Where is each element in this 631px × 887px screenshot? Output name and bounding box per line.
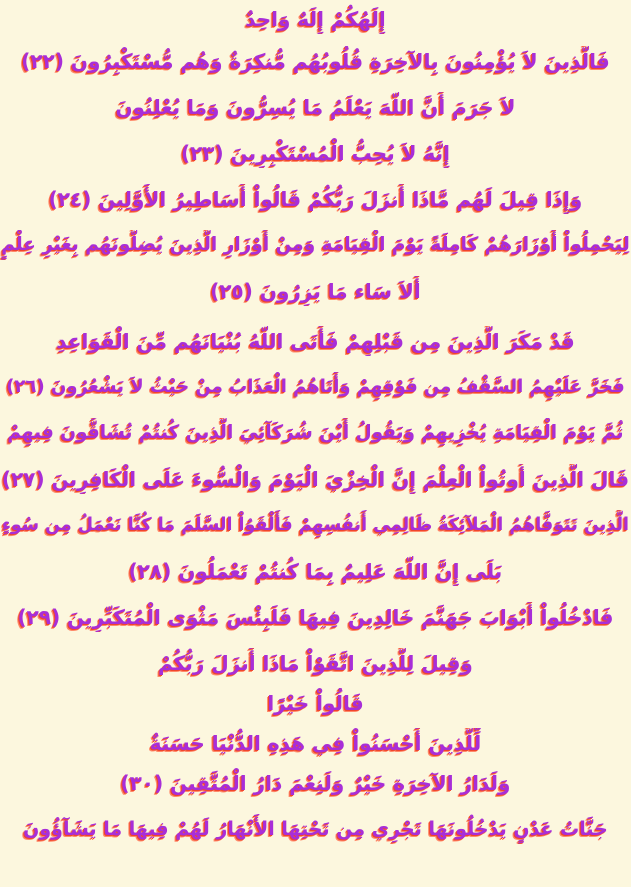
verse-line-18: وَلَدَارُ الآخِرَةِ خَيْرٌ وَلَنِعْمَ دَارُ الْمُتَّقِينَ (٣٠) [120,771,511,795]
verse-line-8: قَدْ مَكَرَ الَّذِينَ مِن قَبْلِهِمْ فَأَتَى اللّهُ بُنْيَانَهُم مِّنَ الْقَوَاعِدِ [56,329,575,353]
verse-line-2: فَالَّذِينَ لاَ يُؤْمِنُونَ بِالآخِرَةِ قُلُوبُهُم مُّنكِرَةٌ وَهُم مُّسْتَكْبِرُونَ (٢٢) [21,49,610,73]
verse-line-10: ثُمَّ يَوْمَ الْقِيَامَةِ يُخْزِيهِمْ وَيَقُولُ أَيْنَ شُرَكَآئِيَ الَّذِينَ كُنتُمْ تُشَاقُّونَ فِيهِمْ [7,422,624,443]
verse-line-11: قَالَ الَّذِينَ أُوتُواْ الْعِلْمَ إِنَّ الْخِزْيَ الْيَوْمَ وَالْسُّوءَ عَلَى الْكَافِرِينَ (٢٧) [1,467,630,491]
verse-line-1: إِلَهُكُمْ إِلَهٌ وَاحِدٌ [245,7,386,31]
verse-line-13: بَلَى إِنَّ اللّهَ عَلِيمٌ بِمَا كُنتُمْ تَعْمَلُونَ (٢٨) [128,559,503,583]
verse-line-12: الَّذِينَ تَتَوَفَّاهُمُ الْمَلآئِكَةُ ظَالِمِي أَنفُسِهِمْ فَأَلْقَوُاْ السَّلَمَ مَا كُنَّا نَعْمَلُ مِن سُوءٍ [1,515,630,535]
verse-line-7: أَلاَ سَاء مَا يَزِرُونَ (٢٥) [210,279,421,303]
verse-line-15: وَقِيلَ لِلَّذِينَ اتَّقَوْاْ مَاذَا أَنزَلَ رَبُّكُمْ [158,651,473,675]
verse-line-4: إِنَّهُ لاَ يُحِبُّ الْمُسْتَكْبِرِينَ (٢٣) [180,141,451,165]
verse-line-3: لاَ جَرَمَ أَنَّ اللّهَ يَعْلَمُ مَا يُسِرُّونَ وَمَا يُعْلِنُونَ [115,95,516,119]
verse-line-5: وَإِذَا قِيلَ لَهُم مَّاذَا أَنزَلَ رَبُّكُمْ قَالُواْ أَسَاطِيرُ الأَوَّلِينَ (٢٤) [48,187,583,211]
verse-line-19: جَنَّاتُ عَدْنٍ يَدْخُلُونَهَا تَجْرِي مِن تَحْتِهَا الأَنْهَارُ لَهُمْ فِيهَا مَا يَشَآؤُونَ [23,818,608,840]
verse-line-17: لِّلَّذِينَ أَحْسَنُواْ فِي هَذِهِ الدُّنْيَا حَسَنَةٌ [149,731,482,755]
verse-line-6: لِيَحْمِلُواْ أَوْزَارَهُمْ كَامِلَةً يَوْمَ الْقِيَامَةِ وَمِنْ أَوْزَارِ الَّذِينَ يُضِلُّونَهُم بِغَيْرِ عِلْمٍ [1,234,630,255]
verse-line-14: فَادْخُلُواْ أَبْوَابَ جَهَنَّمَ خَالِدِينَ فِيهَا فَلَبِئْسَ مَثْوَى الْمُتَكَبِّرِينَ (٢٩) [17,605,614,629]
verse-line-16: قَالُواْ خَيْرًا [267,691,364,715]
verse-line-9: فَخَرَّ عَلَيْهِمُ السَّقْفُ مِن فَوْقِهِمْ وَأَتَاهُمُ الْعَذَابُ مِنْ حَيْثُ لاَ يَشْعُرُونَ (٢٦) [6,376,625,397]
